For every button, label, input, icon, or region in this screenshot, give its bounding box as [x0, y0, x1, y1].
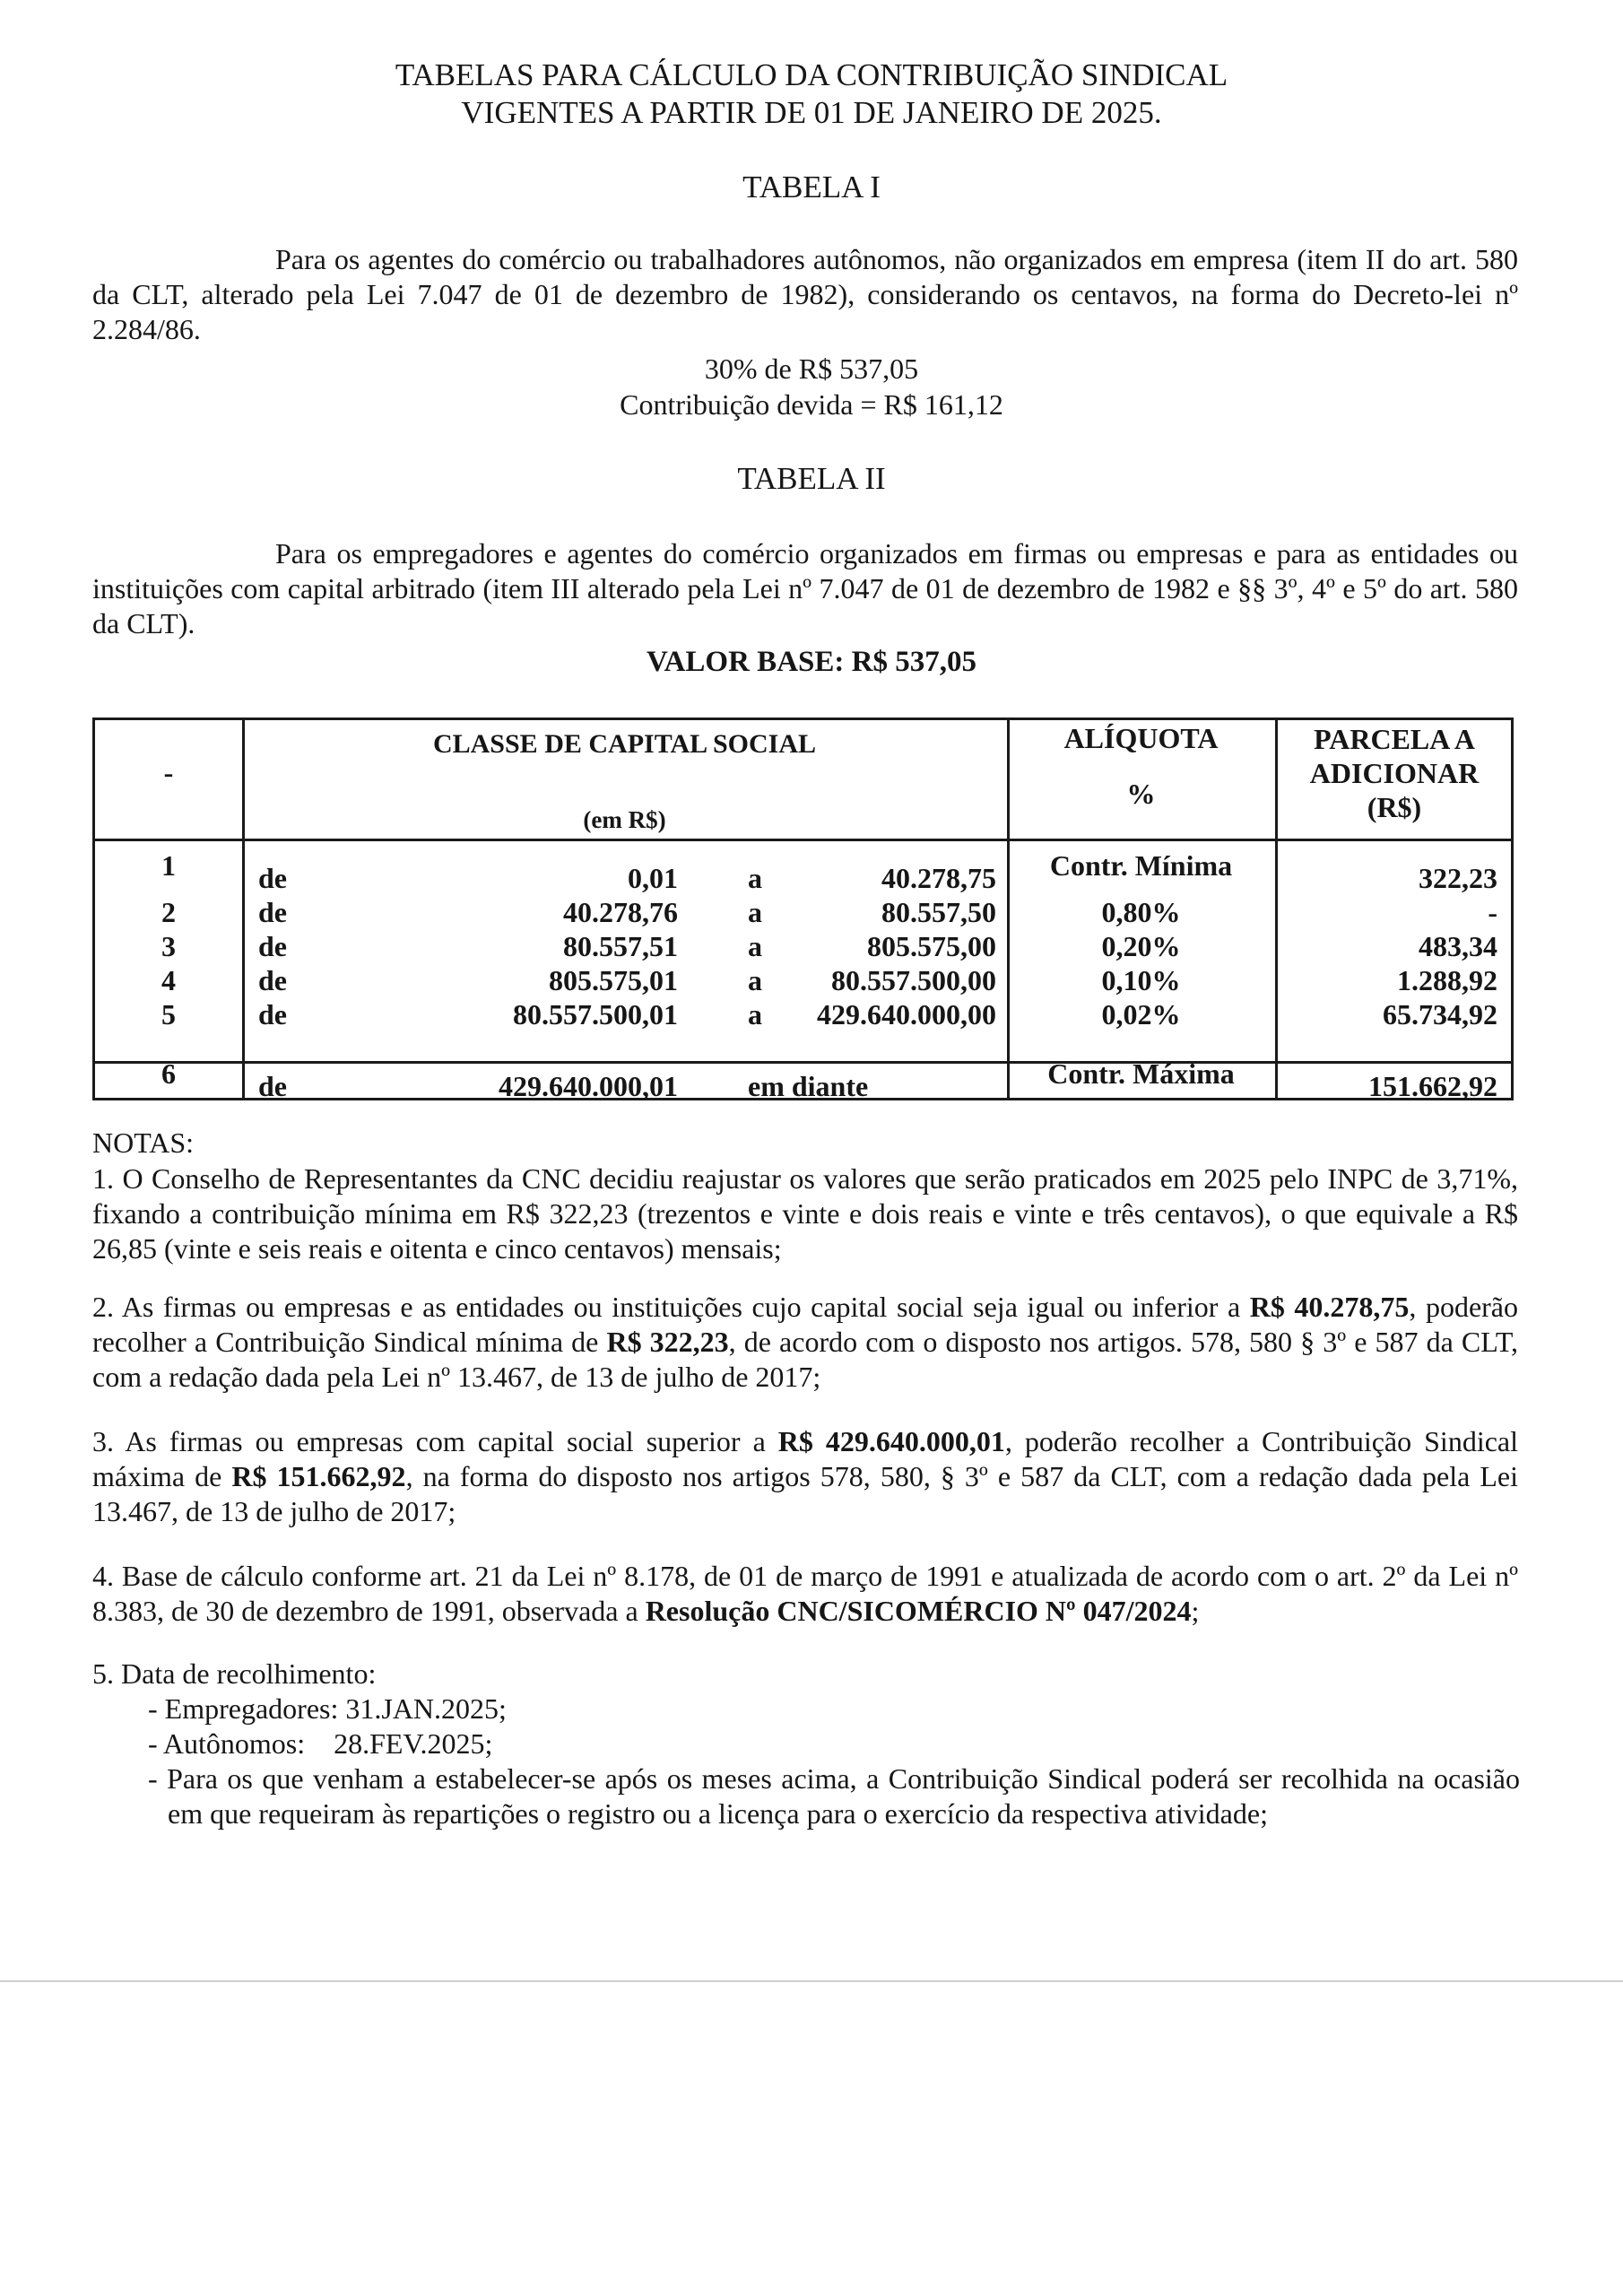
- row-4-a: a: [748, 964, 762, 996]
- row-6-de: de: [258, 1070, 287, 1102]
- nota-4: [92, 1559, 1518, 1629]
- row-2-a: a: [748, 896, 762, 928]
- row-4-de: de: [258, 964, 287, 996]
- tabela-1-text: Para os agentes do comércio ou trabalhadores autônomos, não organizados em empresa (item II do art. 580 da CLT, alterado pela Lei 7.047 de 01 de dezembro de 1982), considerando os centavos, na forma do Decreto-lei nº 2.284/86.: [92, 243, 1518, 345]
- nota-5-list: [148, 1692, 1520, 1831]
- row-2-from: 40.278,76: [563, 896, 678, 928]
- table-header-divider: [95, 839, 1511, 841]
- row-3-de: de: [258, 930, 287, 962]
- row-1-to: 40.278,75: [881, 862, 996, 894]
- row-6-num: 6: [161, 1057, 176, 1090]
- row-3-from: 80.557,51: [563, 930, 678, 962]
- document-title-line-1: TABELAS PARA CÁLCULO DA CONTRIBUIÇÃO SINDICAL: [395, 57, 1228, 92]
- document-title-line-2: VIGENTES A PARTIR DE 01 DE JANEIRO DE 2025.: [461, 95, 1162, 130]
- nota-2-part-c: , poderão recolher a Contribuição Sindical mínima de: [92, 1291, 1519, 1358]
- nota-3-part-c: , poderão recolher a Contribuição Sindical máxima de: [92, 1425, 1519, 1492]
- nota-3-capital-maximo: R$ 429.640.000,01: [777, 1425, 1005, 1457]
- valor-base: VALOR BASE: R$ 537,05: [647, 646, 976, 678]
- row-1-a: a: [748, 862, 762, 894]
- nota-2-valor-minimo-capital: R$ 40.278,75: [1249, 1291, 1410, 1323]
- row-5-from: 80.557.500,01: [513, 998, 678, 1031]
- row-1-de: de: [258, 862, 287, 894]
- row-4-aliquota: 0,10%: [1101, 964, 1181, 996]
- tabela-1-title: TABELA I: [742, 170, 881, 204]
- table-col-divider: [242, 720, 245, 1098]
- row-6-em-diante: em diante: [748, 1070, 869, 1102]
- header-parcela-line-1: PARCELA A: [1314, 723, 1475, 755]
- nota-3-contribuicao-maxima: R$ 151.662,92: [231, 1460, 406, 1492]
- row-5-a: a: [748, 998, 762, 1031]
- nota-5-item-outros: - Para os que venham a estabelecer-se após os meses acima, a Contribuição Sindical poderá ser recolhida na ocasião em que requeiram às repartições o registro ou a licença para o exercício da respectiva atividade;: [148, 1762, 1520, 1830]
- nota-2-part-a: 2. As firmas ou empresas e as entidades ou instituições cujo capital social seja igual ou inferior a: [92, 1291, 1250, 1323]
- notas-title: NOTAS:: [92, 1126, 194, 1159]
- tabela-2-title: TABELA II: [737, 461, 886, 496]
- nota-1-text: 1. O Conselho de Representantes da CNC decidiu reajustar os valores que serão praticados em 2025 pelo INPC de 3,71%, fixando a contribuição mínima em R$ 322,23 (trezentos e vinte e dois reais e vinte e três centavos), o que equivale a R$ 26,85 (vinte e seis reais e oitenta e cinco centavos) mensais;: [92, 1162, 1518, 1265]
- tabela-2-text: Para os empregadores e agentes do comércio organizados em firmas ou empresas e para as entidades ou instituições com capital arbitrado (item III alterado pela Lei nº 7.047 de 01 de dezembro de 1982 e §§ 3º, 4º e 5º do art. 580 da CLT).: [92, 537, 1518, 639]
- header-parcela-line-3: (R$): [1367, 791, 1422, 823]
- header-percent: %: [1126, 778, 1156, 810]
- row-4-to: 80.557.500,00: [831, 964, 996, 996]
- row-6-aliquota: Contr. Máxima: [1047, 1057, 1235, 1090]
- row-1-from: 0,01: [628, 862, 678, 894]
- row-4-parcela: 1.288,92: [1397, 964, 1497, 996]
- nota-3: [92, 1424, 1518, 1529]
- row-2-de: de: [258, 896, 287, 928]
- row-2-aliquota: 0,80%: [1101, 896, 1181, 928]
- row-1-parcela: 322,23: [1419, 862, 1497, 894]
- header-aliquota: ALÍQUOTA: [1063, 722, 1219, 754]
- row-3-parcela: 483,34: [1419, 930, 1497, 962]
- tabela-2-paragraph: [92, 536, 1518, 641]
- row-5-to: 429.640.000,00: [817, 998, 996, 1031]
- row-3-to: 805.575,00: [867, 930, 996, 962]
- header-parcela-line-2: ADICIONAR: [1309, 757, 1480, 789]
- tabela-1-paragraph: [92, 242, 1518, 347]
- row-5-de: de: [258, 998, 287, 1031]
- row-5-aliquota: 0,02%: [1101, 998, 1181, 1031]
- row-3-aliquota: 0,20%: [1101, 930, 1181, 962]
- row-3-num: 3: [161, 930, 176, 962]
- header-col1: -: [163, 756, 174, 788]
- row-6-from: 429.640.000,01: [499, 1070, 678, 1102]
- row-1-num: 1: [161, 849, 176, 882]
- row-2-parcela: -: [1488, 896, 1497, 928]
- nota-3-text: [92, 1424, 1518, 1529]
- nota-4-part-c: ;: [1191, 1595, 1200, 1627]
- row-1-aliquota: Contr. Mínima: [1049, 849, 1233, 882]
- capital-social-table: [92, 718, 1514, 1100]
- nota-4-part-a: 4. Base de cálculo conforme art. 21 da Lei nº 8.178, de 01 de março de 1991 e atualizada de acordo com o art. 2º da Lei nº 8.383, de 30 de dezembro de 1991, observada a: [92, 1560, 1518, 1627]
- nota-1: [92, 1161, 1518, 1266]
- table-row-divider: [95, 1061, 1511, 1064]
- page-fold-line: [0, 1980, 1623, 1982]
- row-5-parcela: 65.734,92: [1383, 998, 1497, 1031]
- tabela-1-calc-line-1: 30% de R$ 537,05: [704, 352, 919, 385]
- header-classe: CLASSE DE CAPITAL SOCIAL: [432, 729, 817, 759]
- tabela-1-calc-line-2: Contribuição devida = R$ 161,12: [620, 388, 1003, 421]
- row-2-num: 2: [161, 896, 176, 928]
- header-parcela: [1275, 722, 1514, 824]
- row-4-from: 805.575,01: [549, 964, 678, 996]
- row-5-num: 5: [161, 998, 176, 1031]
- nota-2-part-e: , de acordo com o disposto nos artigos. 578, 580 § 3º e 587 da CLT, com a redação dada pela Lei nº 13.467, de 13 de julho de 2017;: [92, 1326, 1519, 1393]
- nota-4-resolucao: Resolução CNC/SICOMÉRCIO Nº 047/2024: [645, 1595, 1192, 1627]
- nota-3-part-e: , na forma do disposto nos artigos 578, 580, § 3º e 587 da CLT, com a redação dada pela Lei 13.467, de 13 de julho de 2017;: [92, 1460, 1519, 1527]
- header-em-rs: (em R$): [583, 806, 666, 833]
- row-4-num: 4: [161, 964, 176, 996]
- nota-2: [92, 1290, 1518, 1395]
- row-2-to: 80.557,50: [881, 896, 996, 928]
- nota-2-text: [92, 1290, 1518, 1395]
- nota-2-contribuicao-minima: R$ 322,23: [606, 1326, 729, 1358]
- nota-3-part-a: 3. As firmas ou empresas com capital social superior a: [92, 1425, 778, 1457]
- row-6-parcela: 151.662,92: [1368, 1070, 1497, 1102]
- nota-5-title: 5. Data de recolhimento:: [92, 1657, 377, 1690]
- nota-4-text: [92, 1559, 1518, 1629]
- nota-5-item-empregadores: - Empregadores: 31.JAN.2025;: [148, 1692, 507, 1725]
- row-3-a: a: [748, 930, 762, 962]
- nota-5-item-autonomos: - Autônomos: 28.FEV.2025;: [148, 1727, 493, 1760]
